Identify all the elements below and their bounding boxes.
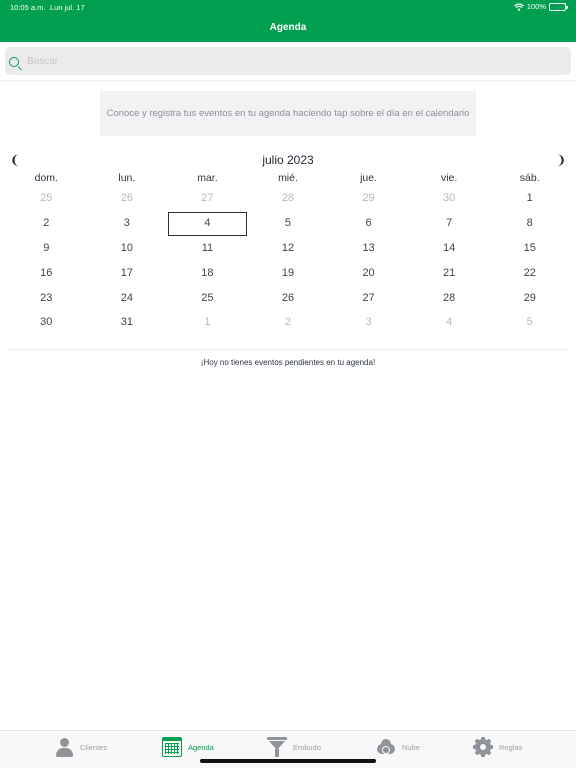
tab-agenda[interactable]: [162, 735, 214, 759]
search-bar: [0, 42, 576, 80]
search-icon: [9, 57, 19, 67]
calendar-icon: [162, 737, 182, 757]
calendar-divider: [8, 349, 568, 350]
empty-events-message: ¡Hoy no tienes eventos pendientes en tu agenda!: [200, 358, 376, 367]
calendar-day[interactable]: 1: [526, 192, 533, 205]
weekday-label: jue.: [360, 172, 378, 184]
calendar-day[interactable]: 3: [365, 316, 372, 329]
next-month-button[interactable]: ❩: [553, 152, 569, 168]
calendar-day[interactable]: 5: [284, 217, 292, 230]
battery-icon: [549, 3, 566, 11]
calendar-day[interactable]: 28: [443, 291, 456, 304]
weekday-label: dom.: [34, 172, 58, 184]
tab-label: Agenda: [188, 742, 214, 752]
home-indicator: [200, 759, 376, 763]
calendar-day[interactable]: 23: [40, 291, 53, 304]
calendar-day[interactable]: 30: [443, 192, 456, 205]
calendar-day[interactable]: 24: [120, 291, 133, 304]
calendar-day[interactable]: 9: [43, 241, 50, 254]
info-banner: Conoce y registra tus eventos en tu agenda haciendo tap sobre el día en el calendario: [100, 91, 476, 136]
calendar-day-selected[interactable]: 4: [167, 211, 248, 236]
calendar-day[interactable]: 21: [443, 266, 456, 279]
tab-label: Embudo: [293, 742, 321, 752]
calendar-day[interactable]: 28: [281, 192, 295, 205]
calendar-day[interactable]: 2: [284, 316, 292, 329]
calendar-day[interactable]: 5: [526, 316, 533, 329]
calendar-day[interactable]: 31: [120, 316, 133, 329]
weekday-label: mié.: [278, 172, 298, 184]
calendar-day[interactable]: 27: [362, 291, 375, 304]
gear-icon: [473, 737, 493, 757]
search-divider: [0, 80, 576, 81]
calendar-day[interactable]: 18: [201, 266, 214, 279]
month-title: julio 2023: [262, 153, 314, 167]
battery-percent: 100%: [526, 2, 546, 11]
tab-embudo[interactable]: [267, 735, 321, 759]
calendar-day[interactable]: 12: [281, 241, 295, 254]
tab-clientes[interactable]: [54, 735, 107, 759]
search-input[interactable]: [5, 47, 571, 75]
page-title: Agenda: [269, 22, 307, 33]
weekday-row: [6, 172, 570, 184]
calendar-day[interactable]: 6: [365, 217, 372, 230]
calendar-day[interactable]: 29: [362, 192, 375, 205]
calendar-day[interactable]: 10: [120, 241, 133, 254]
calendar-day[interactable]: 25: [201, 291, 214, 304]
calendar-day[interactable]: 2: [43, 217, 50, 230]
tab-label: Reglas: [499, 742, 523, 752]
calendar-day[interactable]: 7: [446, 217, 453, 230]
person-icon: [54, 737, 74, 757]
calendar-grid: [6, 186, 570, 335]
cloud-icon: [376, 737, 396, 757]
calendar-day[interactable]: 27: [201, 192, 214, 205]
status-date: Lun jul. 17: [50, 3, 85, 12]
tab-label: Nube: [402, 742, 420, 752]
status-time: 10:05 a.m.: [10, 3, 46, 12]
tab-nube[interactable]: [376, 735, 420, 759]
calendar-day[interactable]: 3: [123, 217, 130, 230]
calendar-day[interactable]: 19: [281, 266, 295, 279]
header-bar: [0, 0, 576, 42]
funnel-icon: [267, 737, 287, 757]
calendar-day[interactable]: 26: [120, 192, 133, 205]
calendar-day[interactable]: 13: [362, 241, 375, 254]
calendar-day[interactable]: 22: [523, 266, 536, 279]
tab-reglas[interactable]: [473, 735, 522, 759]
tab-label: Clientes: [80, 742, 108, 752]
weekday-label: sáb.: [519, 172, 540, 184]
calendar-day[interactable]: 30: [40, 316, 53, 329]
calendar-day[interactable]: 14: [443, 241, 456, 254]
calendar-day[interactable]: 11: [201, 241, 214, 254]
calendar-day[interactable]: 25: [40, 192, 53, 205]
calendar-day[interactable]: 26: [281, 291, 295, 304]
calendar-day[interactable]: 20: [362, 266, 375, 279]
calendar-day[interactable]: 8: [526, 217, 533, 230]
wifi-icon: [514, 3, 524, 11]
calendar-day[interactable]: 17: [120, 266, 133, 279]
calendar-day[interactable]: 29: [523, 291, 536, 304]
weekday-label: lun.: [118, 172, 136, 184]
calendar-day[interactable]: 16: [40, 266, 53, 279]
status-indicators: [514, 2, 566, 11]
calendar-day[interactable]: 1: [204, 316, 211, 329]
calendar-day[interactable]: 15: [523, 241, 536, 254]
weekday-label: mar.: [197, 172, 218, 184]
calendar-day[interactable]: 4: [446, 316, 453, 329]
previous-month-button[interactable]: ❨: [7, 152, 23, 168]
calendar-header: [0, 150, 576, 170]
weekday-label: vie.: [440, 172, 458, 184]
